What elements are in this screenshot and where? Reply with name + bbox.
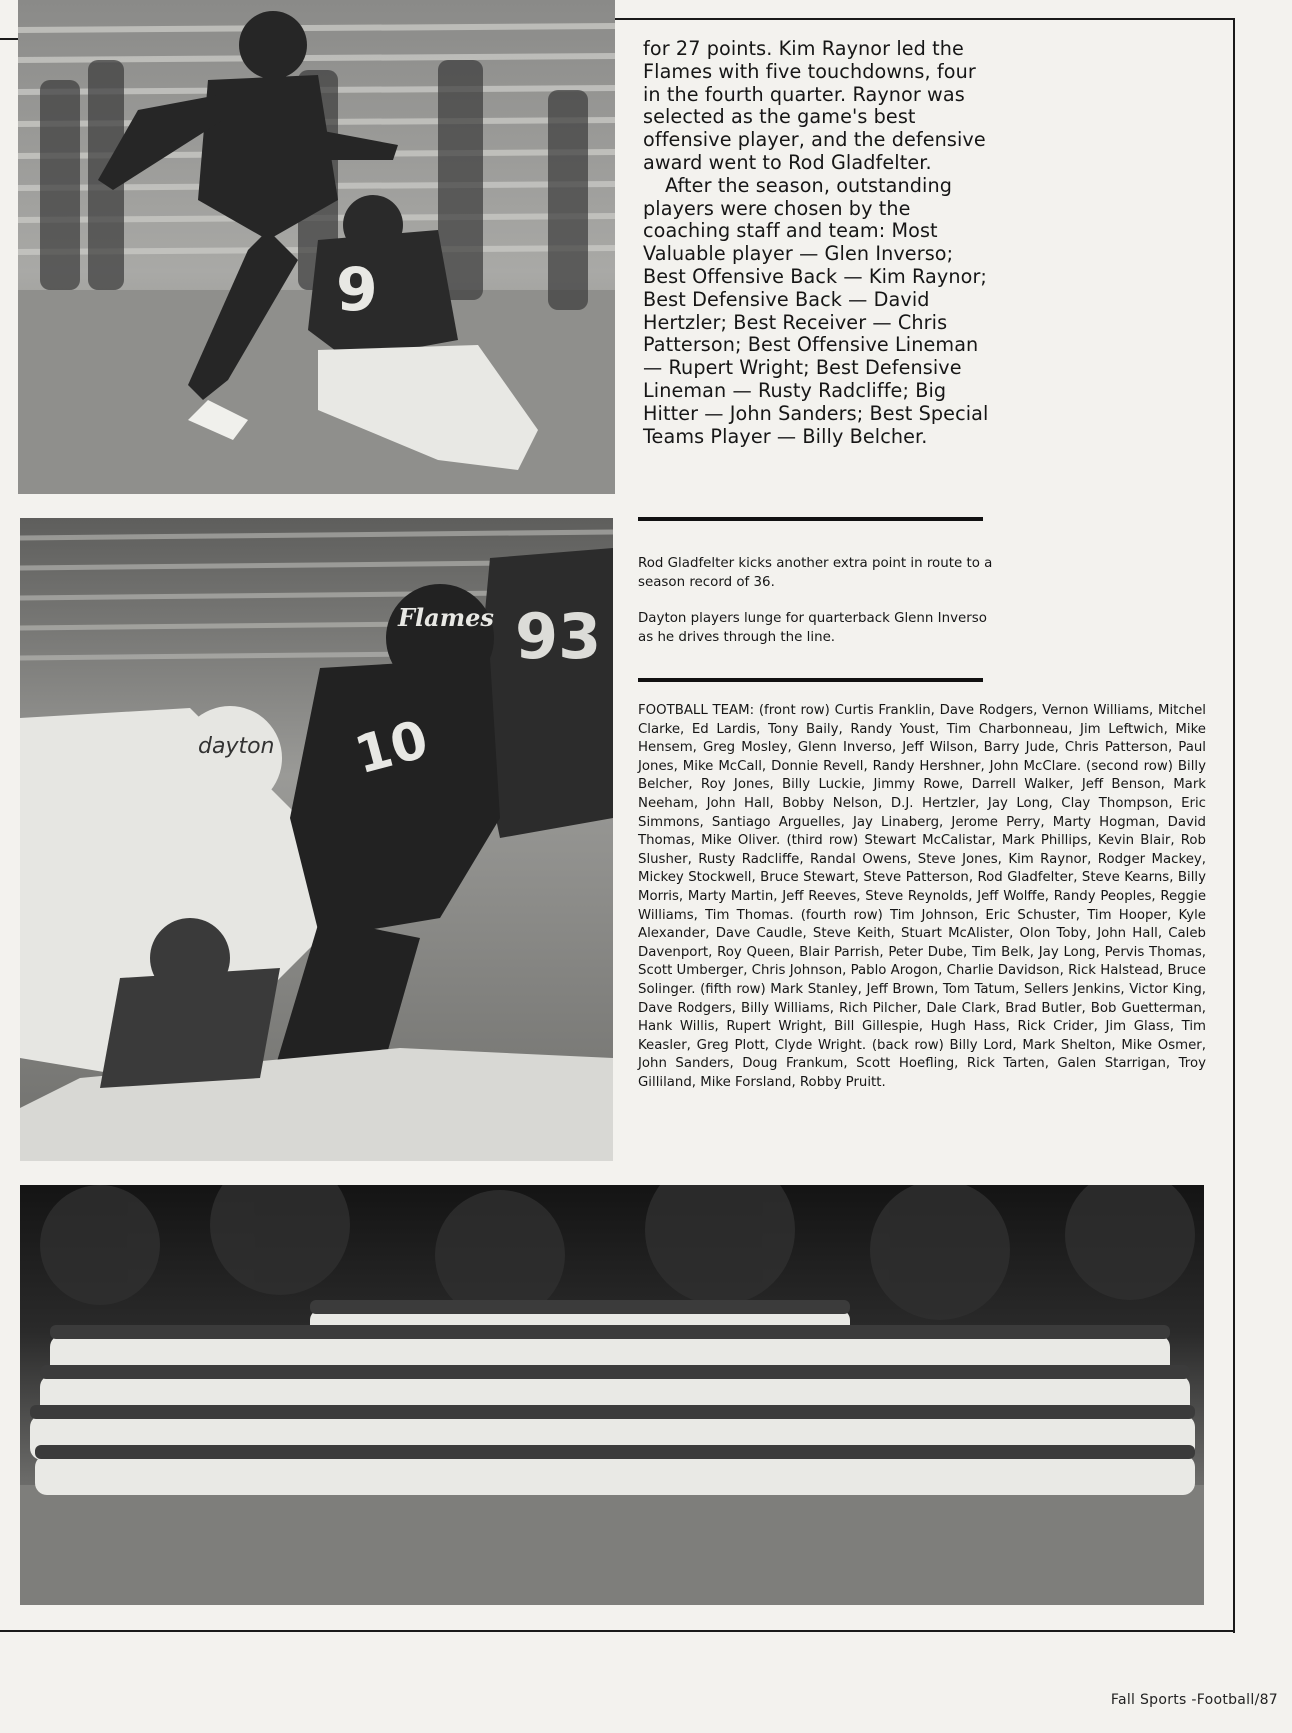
quarterback-photo xyxy=(20,518,613,1161)
frame-top-rule xyxy=(615,18,1235,20)
quarterback-caption: Dayton players lunge for quarterback Glenn Inverso as he drives through the line. xyxy=(638,611,987,645)
photo-captions xyxy=(638,555,998,665)
frame-left-tick xyxy=(0,38,18,40)
kick-jersey-number: 9 xyxy=(336,255,378,325)
qb-helmet-text: Flames xyxy=(398,603,494,632)
defender-helmet-text: dayton xyxy=(198,734,275,759)
team-roster-caption: FOOTBALL TEAM: (front row) Curtis Franklin, Dave Rodgers, Vernon Williams, Mitchel Clarke, Ed Lardis, Tony Baily, Randy Youst, Tim Charbonneau, Jim Leftwich, Mike Hensem, Greg Mosley, Glenn Inverso, Jeff Wilson, Barry Jude, Chris Patterson, Paul Jones, Mike McCall, Donnie Revell, Randy Hershner, John McClare. (second row) Billy Belcher, Roy Jones, Billy Luckie, Jimmy Rowe, Darrell Walker, Jeff Benson, Mark Neeham, John Hall, Bobby Nelson, D.J. Hertzler, Jay Long, Clay Thompson, Eric Simmons, Santiago Arguelles, Jay Linaberg, Jerome Perry, Marty Hogman, David Thomas, Mike Oliver. (third row) Stewart McCalistar, Mark Phillips, Kevin Blair, Rob Slusher, Rusty Radcliffe, Randal Owens, Steve Jones, Kim Raynor, Rodger Mackey, Mickey Stockwell, Bruce Stewart, Steve Patterson, Rod Gladfelter, Steve Kearns, Billy Morris, Marty Martin, Jeff Reeves, Steve Reynolds, Jeff Wolffe, Randy Peoples, Reggie Williams, Tim Thomas. (fourth row) Tim Johnson, Eric Schuster, Tim Hooper, Kyle Alexander, Dave Caudle, Steve Keith, Stuart McAlister, Olon Toby, John Hall, Caleb Davenport, Roy Queen, Blair Parrish, Peter Dube, Tim Belk, Jay Long, Pervis Thomas, Scott Umberger, Chris Johnson, Pablo Arogon, Charlie Davidson, Rick Halstead, Bruce Solinger. (fifth row) Mark Stanley, Jeff Brown, Tom Tatum, Sellers Jenkins, Victor King, Dave Rodgers, Billy Williams, Rich Pilcher, Dale Clark, Brad Butler, Bob Guetterman, Hank Willis, Rupert Wright, Bill Gillespie, Hugh Hass, Rick Crider, Jim Glass, Tim Keasler, Greg Plott, Clyde Wright. (back row) Billy Lord, Mark Shelton, Mike Osmer, John Sanders, Doug Frankum, Scott Hoefling, Rick Tarten, Galen Starrigan, Troy Gilliland, Mike Forsland, Robby Pruitt. xyxy=(638,703,1206,1090)
back-jersey-number: 93 xyxy=(515,600,602,673)
kick-photo xyxy=(18,0,615,494)
story-text xyxy=(643,38,993,448)
story-paragraph: for 27 points. Kim Raynor led the Flames with five touchdowns, four in the fourth quarter. Raynor was selected as the game's best offensive player, and the defensive award went to Rod Gladfelter. xyxy=(643,37,986,174)
story-paragraph: After the season, outstanding players were chosen by the coaching staff and team: Most Valuable player — Glen Inverso; Best Offensive Back — Kim Raynor; Best Defensive Back — David Hertzler; Best Receiver — Chris Patterson; Best Offensive Lineman — Rupert Wright; Best Defensive Lineman — Rusty Radcliffe; Big Hitter — John Sanders; Best Special Teams Player — Billy Belcher. xyxy=(643,173,989,448)
qb-jersey-number: 10 xyxy=(348,709,435,787)
team-photo xyxy=(20,1185,1204,1605)
kick-caption: Rod Gladfelter kicks another extra point in route to a season record of 36. xyxy=(638,556,993,590)
page-footer: Fall Sports -Football/87 xyxy=(1110,1692,1278,1708)
caption-rule-top xyxy=(638,517,983,521)
frame-bottom-rule xyxy=(0,1630,1235,1632)
caption-rule-bottom xyxy=(638,678,983,682)
frame-right-rule xyxy=(1233,18,1235,1633)
